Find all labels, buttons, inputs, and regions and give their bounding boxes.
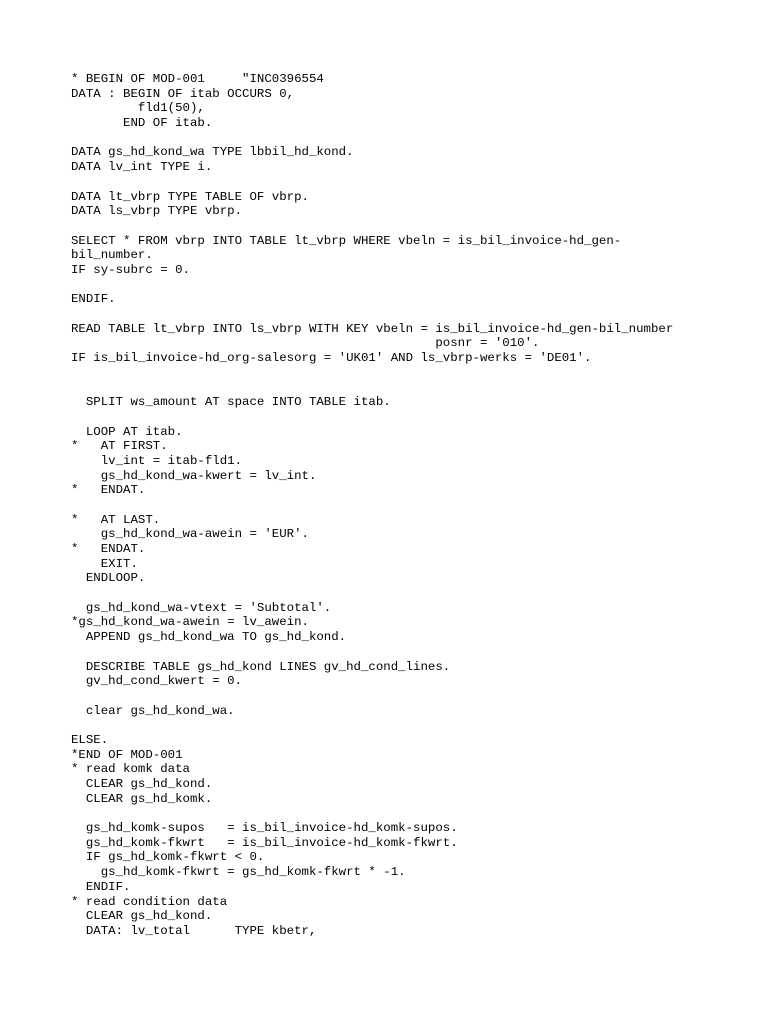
code-line: IF sy-subrc = 0.	[71, 262, 190, 277]
code-line: * ENDAT.	[71, 542, 146, 556]
code-line: DESCRIBE TABLE gs_hd_kond LINES gv_hd_cond_lines.	[71, 659, 451, 674]
code-line: ENDIF.	[71, 292, 116, 307]
code-line-blank	[71, 307, 751, 322]
code-line: DATA lv_int TYPE i.	[71, 160, 213, 175]
code-line: DATA ls_vbrp TYPE vbrp.	[71, 204, 243, 219]
code-line: gs_hd_kond_wa-vtext = 'Subtotal'.	[71, 600, 332, 615]
code-line: gv_hd_cond_kwert = 0.	[71, 674, 243, 689]
code-line: * ENDAT.	[71, 483, 146, 498]
code-line: DATA : BEGIN OF itab OCCURS 0,	[71, 86, 295, 101]
code-document	[71, 72, 751, 939]
code-line: * read condition data	[71, 894, 228, 909]
code-line: fld1(50),	[71, 101, 205, 116]
code-line: DATA: lv_total TYPE kbetr,	[71, 923, 317, 938]
code-line: *gs_hd_kond_wa-awein = lv_awein.	[71, 615, 309, 630]
code-line: gs_hd_kond_wa-kwert = lv_int.	[71, 468, 317, 483]
code-line: * read komk data	[71, 762, 190, 777]
code-line: IF gs_hd_komk-fkwrt < 0.	[71, 850, 265, 865]
code-line: EXIT.	[71, 556, 138, 571]
code-line: ELSE.	[71, 732, 109, 747]
code-line: bil_number.	[71, 248, 153, 263]
code-line-blank	[71, 645, 751, 660]
code-line: ENDLOOP.	[71, 571, 146, 586]
code-line-blank	[71, 131, 751, 146]
code-line: clear gs_hd_kond_wa.	[71, 703, 235, 718]
code-line: *END OF MOD-001	[71, 747, 183, 762]
code-line: LOOP AT itab.	[71, 424, 183, 439]
code-line-blank	[71, 278, 751, 293]
code-line-blank	[71, 498, 751, 513]
code-line-blank	[71, 806, 751, 821]
code-line-blank	[71, 718, 751, 733]
code-line-blank	[71, 689, 751, 704]
code-line: DATA gs_hd_kond_wa TYPE lbbil_hd_kond.	[71, 145, 354, 160]
code-line: * AT FIRST.	[71, 439, 168, 454]
code-line-blank	[71, 366, 751, 381]
code-line: gs_hd_komk-fkwrt = gs_hd_komk-fkwrt * -1.	[71, 865, 406, 880]
code-line: CLEAR gs_hd_komk.	[71, 791, 213, 806]
code-line-blank	[71, 219, 751, 234]
code-line-blank	[71, 380, 751, 395]
code-line: END OF itab.	[71, 116, 213, 131]
code-line-blank	[71, 410, 751, 425]
code-line: IF is_bil_invoice-hd_org-salesorg = 'UK01' AND ls_vbrp-werks = 'DE01'.	[71, 351, 592, 366]
code-line: gs_hd_kond_wa-awein = 'EUR'.	[71, 527, 309, 542]
code-line-blank	[71, 586, 751, 601]
code-line-blank	[71, 175, 751, 190]
code-line: posnr = '010'.	[71, 336, 540, 351]
code-line: * AT LAST.	[71, 512, 161, 527]
code-line: ENDIF.	[71, 879, 131, 894]
code-line: READ TABLE lt_vbrp INTO ls_vbrp WITH KEY vbeln = is_bil_invoice-hd_gen-bil_number	[71, 321, 674, 336]
code-line: CLEAR gs_hd_kond.	[71, 909, 213, 924]
code-line: DATA lt_vbrp TYPE TABLE OF vbrp.	[71, 189, 309, 204]
code-line: * BEGIN OF MOD-001 "INC0396554	[71, 72, 324, 86]
code-line: CLEAR gs_hd_kond.	[71, 777, 213, 791]
code-line: SELECT * FROM vbrp INTO TABLE lt_vbrp WHERE vbeln = is_bil_invoice-hd_gen-	[71, 233, 622, 248]
code-line: gs_hd_komk-supos = is_bil_invoice-hd_komk-supos.	[71, 821, 458, 836]
code-line: gs_hd_komk-fkwrt = is_bil_invoice-hd_komk-fkwrt.	[71, 835, 458, 850]
code-line: APPEND gs_hd_kond_wa TO gs_hd_kond.	[71, 630, 347, 645]
code-line: lv_int = itab-fld1.	[71, 453, 243, 468]
code-line: SPLIT ws_amount AT space INTO TABLE itab.	[71, 395, 391, 410]
